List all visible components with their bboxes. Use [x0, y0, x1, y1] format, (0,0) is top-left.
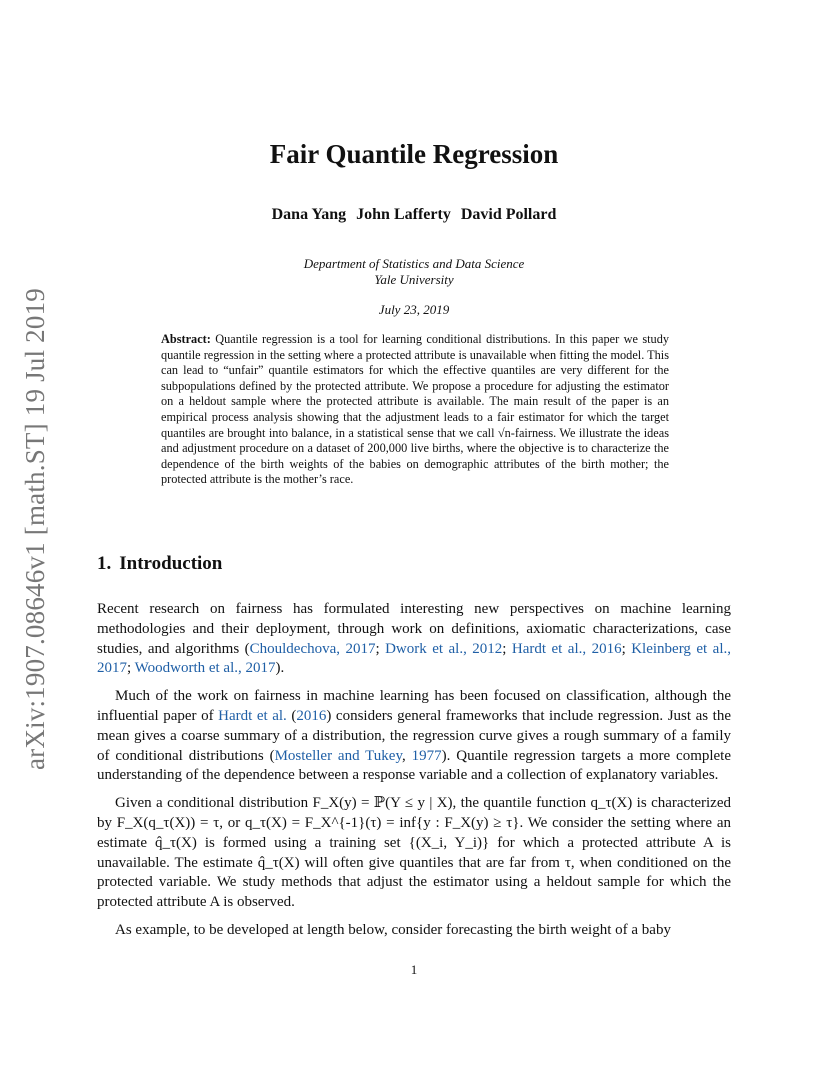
page-number: 1	[410, 962, 418, 977]
text-run: ).	[275, 660, 285, 677]
paragraph	[97, 687, 731, 786]
paragraph	[97, 600, 731, 679]
text-run: ,	[402, 747, 412, 764]
section-title: Introduction	[119, 553, 223, 574]
department: Department of Statistics and Data Science	[303, 256, 525, 271]
citation-link[interactable]: 2016	[296, 707, 327, 724]
paragraph: Given a conditional distribution F_X(y) = ℙ(Y ≤ y | X), the quantile function q_τ(X) is characterized by F_X(q_τ(X)) = τ, or q_τ(X) = F_X^{-1}(τ) = inf{y : F_X(y) ≥ τ}. We consider the setting where an estimate q̂_τ(X) is formed using a training set {(X_i, Y_i)} for which a protected attribute A is unavailable. The estimate q̂_τ(X) will often give quantiles that are far from τ, when conditioned on the protected variable. We study methods that adjust the estimator using a heldout sample for which the protected attribute A is observed.	[97, 795, 731, 911]
section-heading	[97, 553, 222, 575]
citation-link[interactable]: Hardt et al., 2016	[511, 640, 622, 657]
text-run: Recent research on fairness has formulated interesting new perspectives on machine learning methodologies and their deployment, through work on definitions, axiomatic characterizations, case studies, and algorithms (	[97, 601, 731, 657]
author-name: Dana Yang	[271, 206, 347, 223]
citation-link[interactable]: Chouldechova, 2017	[249, 640, 376, 657]
paper-date: July 23, 2019	[378, 302, 450, 317]
citation-link[interactable]: Woodworth et al., 2017	[134, 660, 276, 677]
text-run: Much of the work on fairness in machine learning has been focused on classification, although the influential paper of	[97, 688, 731, 724]
citation-link[interactable]: Hardt et al.	[218, 707, 287, 724]
author-name: David Pollard	[460, 206, 557, 223]
university: Yale University	[374, 272, 454, 287]
arxiv-identifier: arXiv:1907.08646v1 [math.ST] 19 Jul 2019	[20, 288, 50, 770]
text-run: ) considers general frameworks that include regression. Just as the mean gives a coarse summary of a distribution, the regression curve gives a rough summary of a family of conditional distributions (	[97, 707, 731, 764]
body-text	[97, 600, 731, 949]
citation-link[interactable]: 1977	[411, 747, 442, 764]
text-run: ;	[375, 640, 386, 657]
text-run: ;	[502, 640, 512, 657]
abstract-label: Abstract:	[161, 332, 211, 346]
author-list	[0, 206, 828, 224]
text-run: ). Quantile regression targets a more complete understanding of the dependence between a response variable and a collection of explanatory variables.	[97, 747, 732, 784]
abstract	[161, 332, 669, 488]
section-number: 1.	[97, 553, 112, 574]
abstract-text: Quantile regression is a tool for learning conditional distributions. In this paper we study quantile regression in the setting where a protected attribute is unavailable when fitting the model. This can lead to “unfair” quantile estimators for which the effective quantiles are very different for the subpopulations defined by the protected attribute. We propose a procedure for adjusting the estimator on a heldout sample where the protected attribute is available. The main result of the paper is an empirical process analysis showing that the adjustment leads to a fair estimator for which the target quantiles are brought into balance, in a statistical sense that we call √n-fairness. We illustrate the ideas and adjustment procedure on a dataset of 200,000 live births, where the objective is to characterize the dependence of the birth weights of the babies on demographic attributes of the birth mother; the protected attribute is the mother’s race.	[161, 332, 669, 487]
affiliation	[0, 256, 828, 288]
text-run: (	[286, 707, 297, 724]
text-run: ;	[127, 660, 135, 677]
citation-link[interactable]: Dwork et al., 2012	[385, 640, 503, 657]
paper-title: Fair Quantile Regression	[269, 139, 559, 169]
citation-link[interactable]: Mosteller and Tukey	[274, 747, 402, 764]
text-run: ;	[621, 640, 632, 657]
paragraph: As example, to be developed at length below, consider forecasting the birth weight of a baby	[115, 921, 671, 938]
citation-link[interactable]: Kleinberg et al., 2017	[97, 640, 731, 677]
author-name: John Lafferty	[356, 206, 451, 223]
